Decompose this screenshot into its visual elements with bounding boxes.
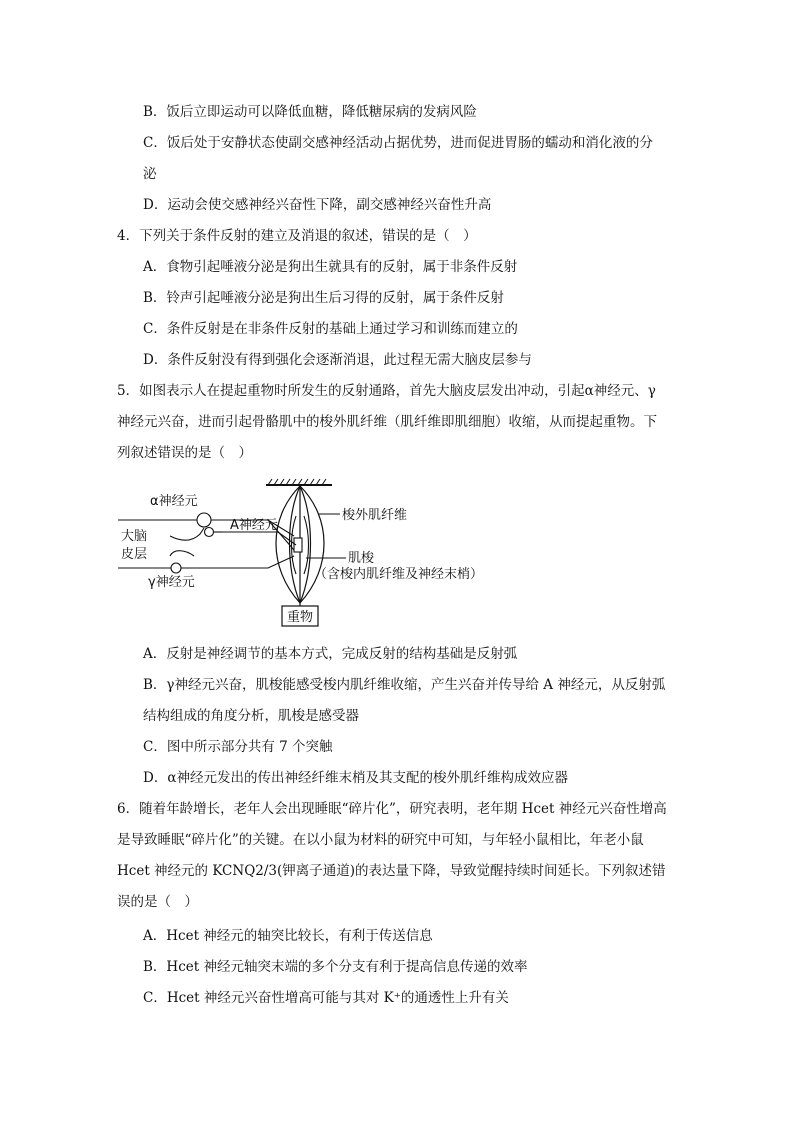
q4-stem: 4．下列关于条件反射的建立及消退的叙述，错误的是（ ） [117,228,477,244]
q3-option-c: C．饭后处于安静状态使副交感神经活动占据优势，进而促进胃肠的蠕动和消化液的分 [143,135,653,151]
q6-option-c: C．Hcet 神经元兴奋性增高可能与其对 K⁺的通透性上升有关 [143,990,509,1006]
q5-option-b-continued: 结构组成的角度分析，肌梭是感受器 [143,708,359,724]
q5-stem-line-3: 列叙述错误的是（ ） [117,445,252,461]
q3-option-c-continued: 泌 [143,166,157,182]
gamma-neuron-label: γ神经元 [148,575,195,590]
muscle-spindle-label: 肌梭 [348,551,375,566]
a-neuron-label: A神经元 [230,518,278,533]
ceiling-mount [266,479,332,485]
q3-option-b: B．饭后立即运动可以降低血糖，降低糖尿病的发病风险 [143,104,477,120]
brain-cortex-label-2: 皮层 [121,547,148,562]
q5-option-b: B．γ神经元兴奋，肌梭能感受梭内肌纤维收缩，产生兴奋并传导给 A 神经元，从反射弧 [143,677,666,693]
q4-option-b: B．铃声引起唾液分泌是狗出生后习得的反射，属于条件反射 [143,290,504,306]
q5-option-c: C．图中所示部分共有 7 个突触 [143,739,333,755]
q5-stem-line-2: 神经元兴奋，进而引起骨骼肌中的梭外肌纤维（肌纤维即肌细胞）收缩，从而提起重物。下 [117,414,657,430]
q5-option-d: D．α神经元发出的传出神经纤维末梢及其支配的梭外肌纤维构成效应器 [143,770,568,786]
q4-option-c: C．条件反射是在非条件反射的基础上通过学习和训练而建立的 [143,321,518,337]
weight-box [282,606,318,626]
q6-stem-line-4: 误的是（ ） [117,894,198,910]
alpha-neuron-label: α神经元 [150,494,198,509]
q4-option-a: A．食物引起唾液分泌是狗出生就具有的反射，属于非条件反射 [143,259,518,275]
q6-option-b: B．Hcet 神经元轴突末端的多个分支有利于提高信息传递的效率 [143,959,528,975]
brain-cortex-label-1: 大脑 [121,529,148,544]
q6-stem-line-2: 是导致睡眠“碎片化”的关键。在以小鼠为材料的研究中可知，与年轻小鼠相比，年老小鼠 [117,832,644,848]
reflex-pathway-figure [118,478,510,628]
muscle-spindle-note: （含梭内肌纤维及神经末梢） [314,567,484,582]
q3-option-d: D．运动会使交感神经兴奋性下降，副交感神经兴奋性升高 [143,197,492,213]
q6-stem-line-3: Hcet 神经元的 KCNQ2/3(钾离子通道)的表达量下降，导致觉醒持续时间延长。下列叙述错 [117,863,666,879]
q5-stem-line-1: 5．如图表示人在提起重物时所发生的反射通路，首先大脑皮层发出冲动，引起α神经元、γ [117,383,656,399]
q6-option-a: A．Hcet 神经元的轴突比较长，有利于传送信息 [143,928,433,944]
q5-option-a: A．反射是神经调节的基本方式，完成反射的结构基础是反射弧 [143,646,518,662]
extrafusal-fiber-label: 梭外肌纤维 [342,508,408,523]
q4-option-d: D．条件反射没有得到强化会逐渐消退，此过程无需大脑皮层参与 [143,352,532,368]
q6-stem-line-1: 6．随着年龄增长，老年人会出现睡眠“碎片化”，研究表明，老年期 Hcet 神经元兴奋性增高 [117,801,667,817]
weight-label: 重物 [286,610,314,625]
